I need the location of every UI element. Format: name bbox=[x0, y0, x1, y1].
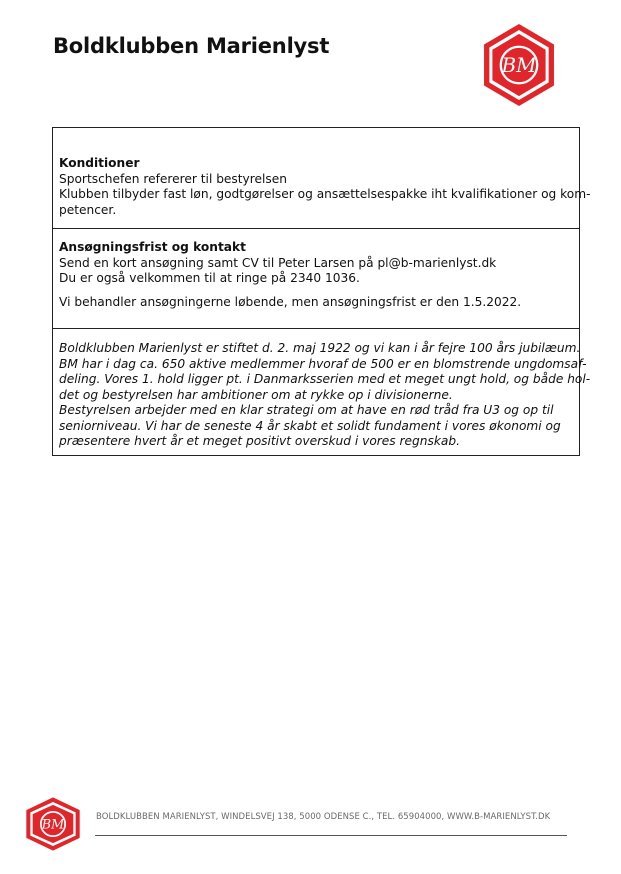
text-line: seniorniveau. Vi har de seneste 4 år skabt et solidt fundament i vores økonomi og bbox=[59, 418, 561, 433]
text-line: præsentere hvert år et meget positivt overskud i vores regnskab. bbox=[59, 434, 460, 448]
club-logo bbox=[481, 22, 557, 108]
section-ansoegning bbox=[53, 240, 579, 310]
text-line: Boldklubben Marienlyst er stiftet d. 2. maj 1922 og vi kan i år fejre 100 års jubilæum. bbox=[59, 341, 581, 355]
section-title: Konditioner bbox=[59, 156, 140, 170]
section-title: Ansøgningsfrist og kontakt bbox=[59, 240, 246, 254]
text-line: det og bestyrelsen har ambitioner om at rykke op i divisionerne. bbox=[59, 387, 453, 402]
logo-monogram: BM bbox=[501, 53, 537, 77]
text-line: Sportschefen refererer til bestyrelsen bbox=[59, 171, 287, 186]
footer-logo bbox=[24, 796, 82, 852]
text-line: Send en kort ansøgning samt CV til Peter Larsen på pl@b-marienlyst.dk bbox=[59, 255, 497, 270]
text-line: Bestyrelsen arbejder med en klar strategi om at have en rød tråd fra U3 og op til bbox=[59, 403, 554, 417]
page-title: Boldklubben Marienlyst bbox=[53, 34, 330, 58]
text-line: Klubben tilbyder fast løn, godtgørelser og ansættelsespakke iht kvalifikationer og kom- bbox=[59, 187, 591, 201]
section-divider bbox=[53, 328, 579, 329]
section-divider bbox=[53, 228, 579, 229]
text-line: petencer. bbox=[59, 202, 117, 217]
text-line: BM har i dag ca. 650 aktive medlemmer hvoraf de 500 er en blomstrende ungdomsaf- bbox=[59, 356, 587, 371]
logo-monogram: BM bbox=[41, 817, 65, 833]
footer-address: BOLDKLUBBEN MARIENLYST, WINDELSVEJ 138, 5000 ODENSE C., TEL. 65904000, WWW.B-MARIENLYST.DK bbox=[96, 812, 551, 822]
section-om-klubben bbox=[53, 341, 591, 450]
footer-divider bbox=[95, 835, 567, 836]
section-konditioner bbox=[53, 156, 591, 218]
info-box bbox=[52, 127, 591, 456]
text-line: Vi behandler ansøgningerne løbende, men ansøgningsfrist er den 1.5.2022. bbox=[59, 294, 522, 309]
text-line: Du er også velkommen til at ringe på 2340 1036. bbox=[59, 271, 360, 285]
text-line: deling. Vores 1. hold ligger pt. i Danmarksserien med et meget ungt hold, og både hol- bbox=[59, 372, 591, 386]
